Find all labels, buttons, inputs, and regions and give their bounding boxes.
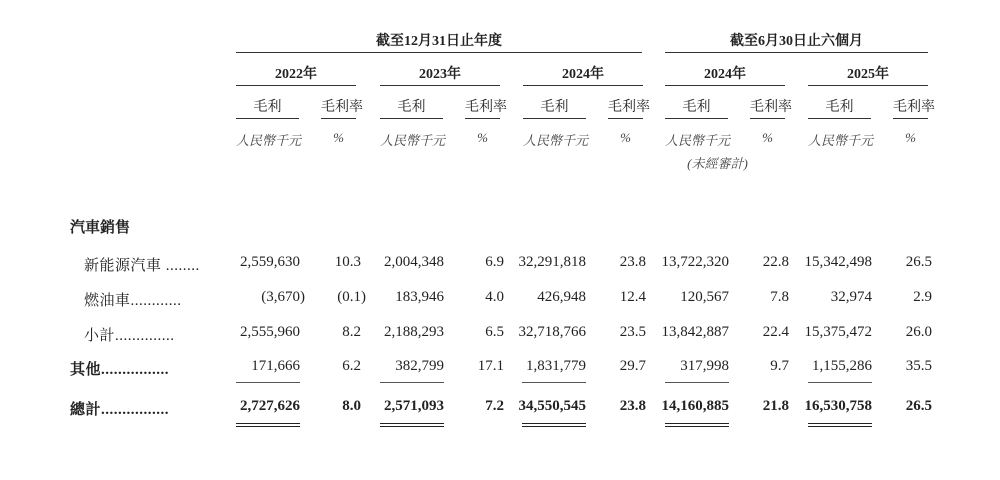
unaudited-note: (未經審計) <box>687 156 748 171</box>
cell-gross-margin: 6.5 <box>485 324 504 340</box>
cell-gross-margin: 22.4 <box>762 324 789 340</box>
unit-rmb-thousands: 人民幣千元 <box>523 133 589 148</box>
unit-rmb-thousands: 人民幣千元 <box>380 133 446 148</box>
divider <box>321 118 356 119</box>
cell-gross-margin: 7.2 <box>485 398 504 414</box>
cell-gross-profit: 1,155,286 <box>812 358 872 374</box>
cell-gross-profit: 15,375,472 <box>804 324 872 340</box>
cell-gross-profit: 13,842,887 <box>661 324 729 340</box>
year-header-2025-h1: 2025年 <box>847 67 889 82</box>
column-header-gross-margin: 毛利率 <box>465 100 507 115</box>
unit-percent: % <box>477 130 488 145</box>
row-label: 小計.............. <box>84 328 175 344</box>
cell-gross-profit: 171,666 <box>251 358 300 374</box>
year-header-2022: 2022年 <box>275 67 317 82</box>
divider <box>523 118 586 119</box>
total-double-underline <box>522 423 586 427</box>
column-header-gross-margin: 毛利率 <box>321 100 363 115</box>
cell-gross-profit: 317,998 <box>680 358 729 374</box>
cell-gross-profit: 2,559,630 <box>240 254 300 270</box>
column-header-gross-profit: 毛利 <box>397 100 426 115</box>
divider <box>665 118 728 119</box>
cell-gross-margin: 9.7 <box>770 358 789 374</box>
total-double-underline <box>380 423 444 427</box>
row-label: 新能源汽車 ........ <box>84 258 200 274</box>
divider <box>893 118 928 119</box>
total-double-underline <box>236 423 300 427</box>
cell-gross-profit: 13,722,320 <box>661 254 729 270</box>
cell-gross-profit: 14,160,885 <box>661 398 729 414</box>
cell-gross-profit: 2,188,293 <box>384 324 444 340</box>
divider <box>808 85 928 86</box>
divider <box>523 85 643 86</box>
unit-rmb-thousands: 人民幣千元 <box>808 133 874 148</box>
cell-gross-margin: 12.4 <box>619 289 646 305</box>
cell-gross-profit: 2,727,626 <box>240 398 300 414</box>
cell-gross-profit: 2,571,093 <box>384 398 444 414</box>
cell-gross-profit: 32,718,766 <box>518 324 586 340</box>
divider <box>380 85 500 86</box>
divider <box>380 118 443 119</box>
cell-gross-margin: 17.1 <box>477 358 504 374</box>
cell-gross-profit: 15,342,498 <box>804 254 872 270</box>
unit-rmb-thousands: 人民幣千元 <box>236 133 302 148</box>
cell-gross-margin: 6.9 <box>485 254 504 270</box>
divider <box>750 118 785 119</box>
cell-gross-margin: 35.5 <box>905 358 932 374</box>
section-label-vehicle-sales: 汽車銷售 <box>70 220 131 236</box>
cell-gross-profit: 2,555,960 <box>240 324 300 340</box>
cell-gross-profit: 1,831,779 <box>526 358 586 374</box>
column-header-gross-profit: 毛利 <box>682 100 711 115</box>
cell-gross-profit: 32,291,818 <box>518 254 586 270</box>
subtotal-underline <box>380 382 444 383</box>
subtotal-underline <box>522 382 586 383</box>
row-label: 燃油車............ <box>84 293 182 309</box>
divider <box>665 85 785 86</box>
year-header-2024: 2024年 <box>562 67 604 82</box>
cell-gross-profit: 16,530,758 <box>804 398 872 414</box>
subtotal-underline <box>665 382 729 383</box>
cell-gross-margin: 4.0 <box>485 289 504 305</box>
divider <box>665 52 928 53</box>
unit-percent: % <box>333 130 344 145</box>
column-header-gross-profit: 毛利 <box>253 100 282 115</box>
cell-gross-margin: 26.5 <box>905 398 932 414</box>
cell-gross-profit: 120,567 <box>680 289 729 305</box>
divider <box>808 118 871 119</box>
cell-gross-margin: 22.8 <box>762 254 789 270</box>
subtotal-underline <box>808 382 872 383</box>
period-header-interim: 截至6月30日止六個月 <box>730 34 863 49</box>
cell-gross-margin: 2.9 <box>913 289 932 305</box>
cell-gross-margin: 26.0 <box>905 324 932 340</box>
column-header-gross-profit: 毛利 <box>540 100 569 115</box>
row-label: 其他................ <box>70 362 170 378</box>
total-double-underline <box>665 423 729 427</box>
year-header-2023: 2023年 <box>419 67 461 82</box>
cell-gross-margin: 23.5 <box>619 324 646 340</box>
cell-gross-margin: 6.2 <box>342 358 361 374</box>
column-header-gross-profit: 毛利 <box>825 100 854 115</box>
unit-rmb-thousands: 人民幣千元 <box>665 133 731 148</box>
cell-gross-margin: 8.2 <box>342 324 361 340</box>
year-header-2024-h1: 2024年 <box>704 67 746 82</box>
cell-gross-profit: 34,550,545 <box>518 398 586 414</box>
subtotal-underline <box>236 382 300 383</box>
cell-gross-margin: 10.3 <box>334 254 361 270</box>
cell-gross-profit: 382,799 <box>395 358 444 374</box>
cell-gross-margin: 26.5 <box>905 254 932 270</box>
cell-gross-margin: 8.0 <box>342 398 361 414</box>
cell-gross-profit: (3,670) <box>261 289 305 305</box>
unit-percent: % <box>620 130 631 145</box>
cell-gross-margin: 29.7 <box>619 358 646 374</box>
total-double-underline <box>808 423 872 427</box>
cell-gross-profit: 183,946 <box>395 289 444 305</box>
divider <box>465 118 500 119</box>
cell-gross-margin: 7.8 <box>770 289 789 305</box>
column-header-gross-margin: 毛利率 <box>608 100 650 115</box>
cell-gross-margin: 21.8 <box>762 398 789 414</box>
period-header-annual: 截至12月31日止年度 <box>376 34 502 49</box>
row-label: 總計................ <box>70 402 170 418</box>
divider <box>236 85 356 86</box>
cell-gross-margin: 23.8 <box>619 254 646 270</box>
divider <box>608 118 643 119</box>
cell-gross-margin: (0.1) <box>337 289 366 305</box>
cell-gross-profit: 426,948 <box>537 289 586 305</box>
cell-gross-profit: 2,004,348 <box>384 254 444 270</box>
divider <box>236 52 642 53</box>
column-header-gross-margin: 毛利率 <box>750 100 792 115</box>
cell-gross-margin: 23.8 <box>619 398 646 414</box>
divider <box>236 118 299 119</box>
column-header-gross-margin: 毛利率 <box>893 100 935 115</box>
unit-percent: % <box>762 130 773 145</box>
cell-gross-profit: 32,974 <box>830 289 872 305</box>
unit-percent: % <box>905 130 916 145</box>
